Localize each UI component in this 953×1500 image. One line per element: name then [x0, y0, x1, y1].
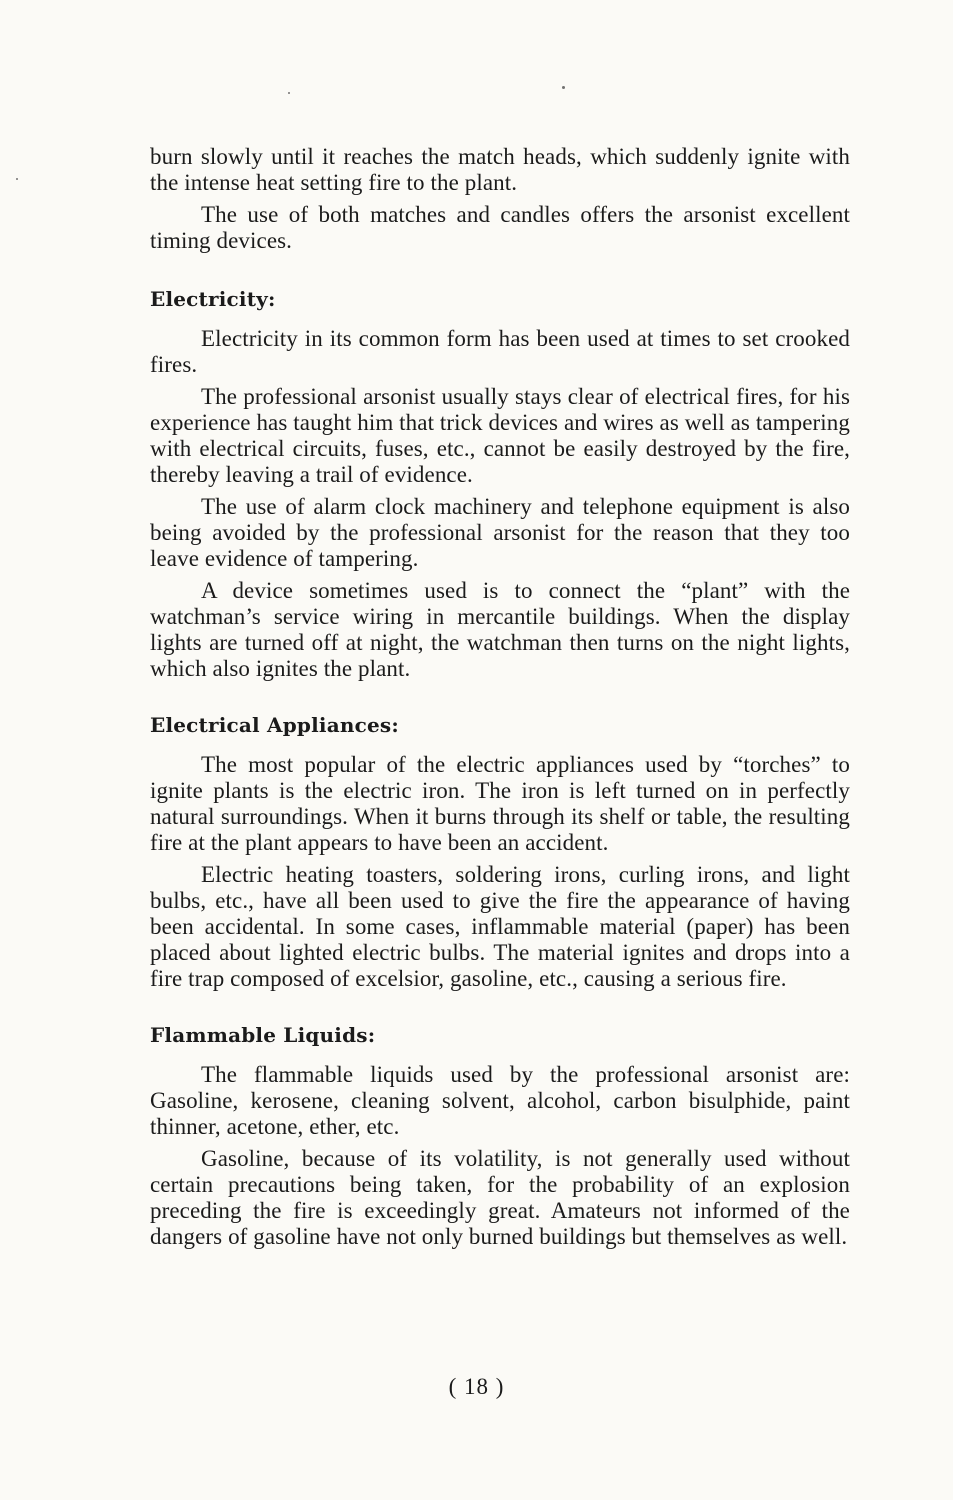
- section-heading-electrical-appliances: Electrical Appliances:: [150, 713, 399, 737]
- liquids-paragraph-2: Gasoline, because of its volatility, is not generally used without certain precautions being taken, for the probability of an explosion preceding the fire is exceedingly great. Amateurs not informed of the dangers of gasoline have not only burned buildings but themselves as well.: [150, 1146, 850, 1249]
- liquids-paragraph-1: The flammable liquids used by the professional arsonist are: Gasoline, kerosene, cleaning solvent, alcohol, carbon bisulphide, paint thinner, acetone, ether, etc.: [150, 1062, 850, 1139]
- section-heading-flammable-liquids: Flammable Liquids:: [150, 1023, 376, 1047]
- scan-speck: [16, 178, 18, 180]
- appliances-paragraph-1: The most popular of the electric appliances used by “torches” to ignite plants is the electric iron. The iron is left turned on in perfectly natural surroundings. When it burns through its shelf or table, the resulting fire at the plant appears to have been an accident.: [150, 752, 850, 855]
- electricity-paragraph-3: The use of alarm clock machinery and telephone equipment is also being avoided by the professional arsonist for the reason that they too leave evidence of tampering.: [150, 494, 850, 571]
- page-number: ( 18 ): [448, 1374, 505, 1399]
- electricity-paragraph-1: Electricity in its common form has been used at times to set crooked fires.: [150, 326, 850, 377]
- scan-speck: [288, 92, 290, 94]
- intro-paragraph-1: burn slowly until it reaches the match heads, which suddenly ignite with the intense heat setting fire to the plant.: [150, 144, 850, 195]
- electricity-paragraph-4: A device sometimes used is to connect the “plant” with the watchman’s service wiring in mercantile buildings. When the display lights are turned off at night, the watchman then turns on the night lights, which also ignites the plant.: [150, 578, 850, 681]
- appliances-paragraph-2: Electric heating toasters, soldering irons, curling irons, and light bulbs, etc., have all been used to give the fire the appearance of having been accidental. In some cases, inflammable material (paper) has been placed about lighted electric bulbs. The material ignites and drops into a fire trap composed of excelsior, gasoline, etc., causing a serious fire.: [150, 862, 850, 991]
- section-heading-electricity: Electricity:: [150, 287, 276, 311]
- text-column: [150, 144, 850, 1250]
- intro-paragraph-2: The use of both matches and candles offers the arsonist excellent timing devices.: [150, 202, 850, 253]
- scan-speck: [562, 86, 565, 89]
- electricity-paragraph-2: The professional arsonist usually stays clear of electrical fires, for his experience has taught him that trick devices and wires as well as tampering with electrical circuits, fuses, etc., cannot be easily destroyed by the fire, thereby leaving a trail of evidence.: [150, 384, 850, 487]
